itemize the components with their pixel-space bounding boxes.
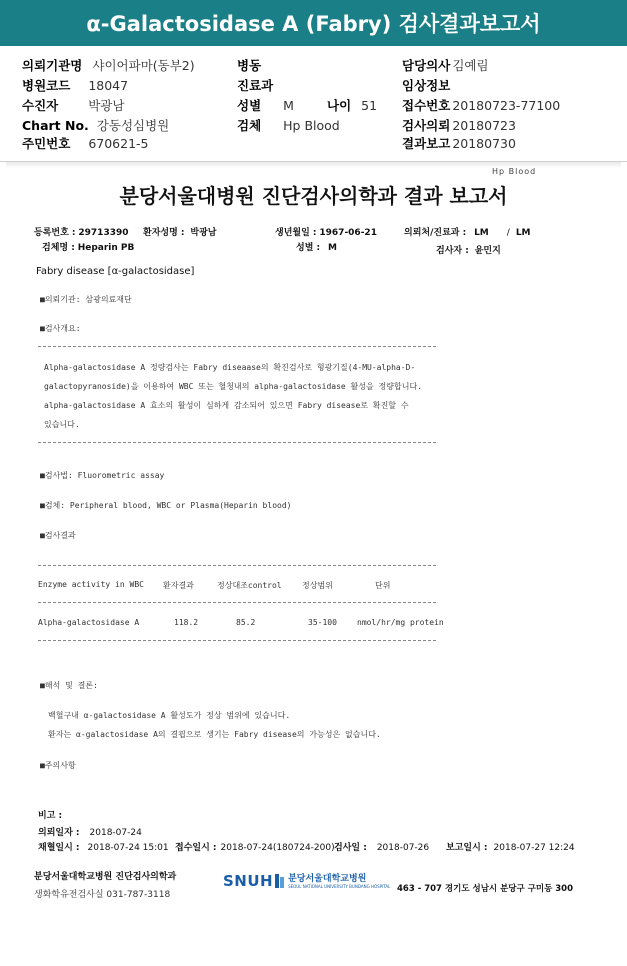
request-header: [0, 46, 627, 162]
logo-text: SNUH: [223, 872, 274, 890]
overview-line: 있습니다.: [44, 420, 80, 429]
report-banner-title: α-Galactosidase A (Fabry) 검사결과보고서: [0, 0, 627, 46]
header-field: 의뢰기관명 샤이어파마(동부2): [22, 58, 195, 73]
footer-lab: 생화학유전검사실 031-787-3118: [34, 890, 171, 900]
test-name: Fabry disease [α-galactosidase]: [36, 266, 195, 277]
logo-korean: 분당서울대학교병원: [288, 873, 367, 884]
table-cell: 35-100: [308, 618, 337, 627]
interpretation-line: 환자는 α-galactosidase A의 결핍으로 생기는 Fabry disease의 가능성은 없습니다.: [48, 730, 381, 739]
logo-english: SEOUL NATIONAL UNIVERSITY BUNDANG HOSPITAL: [288, 883, 391, 889]
test-date: 검사일 : 2018-07-26: [334, 843, 430, 853]
remark-label: 비고 :: [38, 811, 63, 821]
header-field: 결과보고 20180730: [402, 136, 516, 151]
divider: [38, 640, 436, 641]
header-field-age: 나이 51: [327, 98, 378, 113]
section-overview: ■검사개요:: [40, 324, 81, 333]
header-field: Chart No. 강동성심병원: [22, 118, 170, 133]
receipt-date: 접수일시 : 2018-07-24(180724-200): [175, 843, 335, 853]
header-field: 검사의뢰 20180723: [402, 118, 516, 133]
table-header: 정상대조control: [217, 581, 282, 590]
header-field: 병원코드 18047: [22, 78, 129, 93]
report-date: 보고일시 : 2018-07-27 12:24: [446, 843, 575, 853]
department: 의뢰처/진료과 : LM / LM: [404, 228, 531, 238]
divider: [38, 565, 436, 566]
collect-date: 채혈일시 : 2018-07-24 15:01: [38, 843, 169, 853]
header-field: 성별 M: [237, 98, 294, 113]
table-cell: 85.2: [236, 618, 256, 627]
table-header: 정상범위: [302, 581, 333, 590]
logo-mark-icon: [275, 874, 285, 888]
table-cell: 118.2: [174, 618, 199, 627]
patient-name: 환자성명 : 박광남: [143, 228, 217, 238]
table-header: Enzyme activity in WBC: [38, 580, 144, 589]
reg-no: 등록번호 : 29713390: [34, 228, 129, 238]
table-header: 환자결과: [163, 581, 194, 590]
request-date: 의뢰일자 : 2018-07-24: [38, 828, 142, 838]
header-field: 임상정보: [402, 78, 451, 93]
overview-line: alpha-galactosidase A 효소의 활성이 심하게 감소되어 있으면 Fabry disease로 확진할 수: [44, 401, 409, 410]
specimen-name: 검체명 : Heparin PB: [42, 243, 135, 253]
section-specimen: ■검체: Peripheral blood, WBC or Plasma(Heparin blood): [40, 501, 292, 510]
tester: 검사자 : 윤민지: [436, 246, 501, 256]
header-field: 병동: [237, 58, 262, 73]
header-field: 수진자 박광남: [22, 98, 125, 113]
report-title: 분당서울대병원 진단검사의학과 결과 보고서: [119, 184, 508, 208]
header-field: 검체 Hp Blood: [237, 118, 340, 133]
sex: 성별 : M: [296, 243, 337, 253]
table-cell: nmol/hr/mg protein: [357, 618, 444, 627]
header-field: 담당의사 김예림: [402, 58, 489, 73]
divider: [38, 442, 436, 443]
overview-line: Alpha-galactosidase A 정량검사는 Fabry diseaase의 확진검사로 형광기질(4-MU-alpha-D-: [44, 363, 416, 372]
header-field: 진료과: [237, 78, 274, 93]
specimen-stamp: Hp Blood: [492, 167, 537, 176]
section-result: ■검사결과: [40, 531, 76, 540]
divider: [38, 346, 436, 347]
interpretation-line: 백혈구내 α-galactosidase A 활성도가 정상 범위에 있습니다.: [48, 711, 291, 720]
footer-org: 분당서울대학교병원 진단검사의학과: [34, 872, 177, 882]
section-interpretation: ■해석 및 결론:: [40, 681, 98, 690]
birth-date: 생년월일 : 1967-06-21: [275, 228, 377, 238]
section-notes: ■주의사항: [40, 761, 76, 770]
divider: [38, 602, 436, 603]
hospital-logo: [223, 872, 390, 890]
header-field: 접수번호 20180723-77100: [402, 98, 561, 113]
header-field: 주민번호 670621-5: [22, 136, 149, 151]
section-method: ■검사법: Fluorometric assay: [40, 471, 165, 480]
overview-line: galactopyranoside)을 이용하여 WBC 또는 혈청내의 alpha-galactosidase 활성을 정량합니다.: [44, 382, 423, 391]
table-header: 단위: [375, 581, 391, 590]
section-institution: ■의뢰기관: 삼광의료재단: [40, 295, 132, 304]
hospital-address: 463 - 707 경기도 성남시 분당구 구미동 300: [397, 884, 574, 894]
table-cell: Alpha-galactosidase A: [38, 618, 140, 627]
